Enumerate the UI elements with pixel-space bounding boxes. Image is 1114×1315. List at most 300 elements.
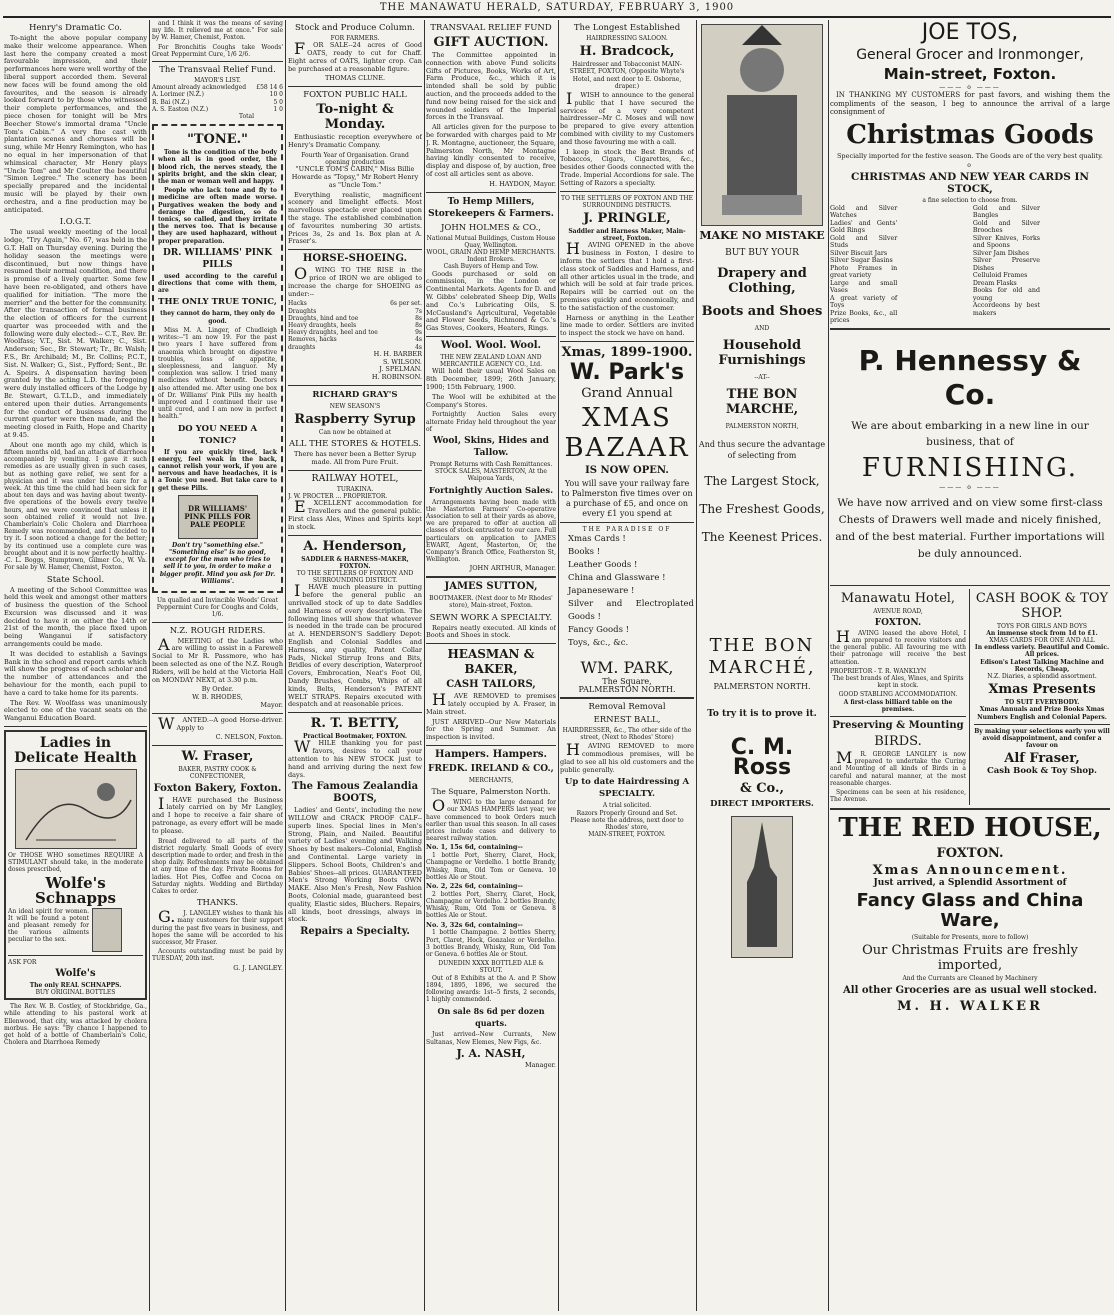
list-item: Ladies' and Gents' Gold Rings xyxy=(830,219,898,234)
subhead: WOOL, GRAIN AND HEMP MERCHANTS. xyxy=(426,248,556,256)
list-item: Leather Goods ! xyxy=(568,560,638,571)
column-rule xyxy=(696,20,697,1311)
signature: S. WILSON. xyxy=(382,357,422,366)
subhead: In endless variety. Beautiful and Comic. All prices. xyxy=(974,644,1110,659)
list-item: Silver Jam Dishes xyxy=(972,249,1030,257)
list-item: Silver Sugar Basins xyxy=(830,257,893,264)
article-paragraph: The usual weekly meeting of the local lodge, "Try Again," No. 67, was held in the G.T. Hall on Thursday evening. During the holiday season the meetings were discontinued, but now things have resumed their normal condition, and there is promise of a lively quarter. Some few have been re-obligated, and others have qualified for initiation. "The more the merrier" and the better for the community. After the transaction of formal business the election of officers for the current quarter was proceeded with and the following were duly elected:-- C.T., Rev. Br. Woolfass; V.T., Sist. M. Walker; C., Sist. Anderson; Sec., Br. Stewart; Tr., Br. Walsh; F.S., Br. Archibald; M., Br. Collins; P.C.T., Sist. N. Walker; G., Sist., Fyfford; Sent., Br. A. Speirs. A dispensation having been granted by the acting L.D. the foregoing were duly installed officers of the Lodge by Br. Stewart, G.T.L.D., and immediately entered upon their duties. Arrangements for the conduct of business during the current quarter were then made, and the meeting closed in Faith, Hope and Charity at 9.45. xyxy=(4,228,147,440)
signature: By Order. xyxy=(201,685,234,694)
pink-pills-advert xyxy=(152,124,283,593)
article-paragraph: Ladies' and Gents', including the new WILLOW and CRACK PROOF CALF--superb lines. Special lines in Men's Strong, Plain, and Nailed. Beautiful variety of Ladies' evening and Walking Shoes by best makers--Colonial, English and Continental. Large variety in Slippers. School Boots, Children's and Babies' Shoes--all prices. GUARANTEED Men's Strong Working Boots OWN MAKE. Also Men's Fresh, New Fashion Boots, Colonial made, guaranteed best quality, Elastic sides, Bluchers. Repairs, all kinds, boot dressings, always in stock. xyxy=(288,806,422,924)
ad-wool-heading: Wool. Wool. Wool. xyxy=(440,339,542,351)
table-row: Heavy draughts, heel and toe 9s xyxy=(288,329,422,337)
divider xyxy=(426,336,556,337)
subhead: Prompt Returns with Cash Remittances. xyxy=(429,460,553,468)
divider xyxy=(288,535,422,536)
subhead: BAKER, PASTRY COOK & CONFECTIONER, xyxy=(178,766,257,781)
ad-presents: Xmas Presents xyxy=(988,682,1096,698)
subhead: SEWN WORK A SPECIALTY. xyxy=(429,612,553,623)
list-item: Celluloid Frames xyxy=(972,272,1028,279)
subhead: The Square, Palmerston North. xyxy=(431,787,551,797)
article-paragraph: All articles given for the purpose to be forwarded with charges paid to Mr J. R. Montagne, auctioneer, the Square, Palmerston North, Mr Montagne having kindly consented to receive, display and dispose of, by auction, free of cost all articles sent as above. xyxy=(426,123,556,178)
article-paragraph: IN THANKING MY CUSTOMERS for past favors, and wishing them the compliments of the season, I beg to announce the arrival of a large consignment of xyxy=(830,91,1110,116)
list-item: China and Glassware ! xyxy=(568,573,666,584)
headline-rough-riders: N.Z. ROUGH RIDERS. xyxy=(169,625,266,636)
paradise-list xyxy=(560,533,694,650)
article-paragraph: AMEETING of the Ladies who are willing to assist in a Farewell Social to Mr R. Passmore, who has been selected as one of the N.Z. Rough Riders, will be held at the Victoria Hall on MONDAY NEXT, at 3.30 p.m. xyxy=(152,634,283,684)
signature: H. ROBINSON. xyxy=(371,373,422,382)
divider xyxy=(288,712,422,713)
subhead: ALL THE STORES & HOTELS. xyxy=(288,439,422,450)
article-paragraph: Harness or anything in the Leather line made to order. Settlers are invited to inspect the stock we have on hand. xyxy=(560,313,694,338)
table-row: R. Bai (N.Z.) 5 0 xyxy=(152,98,283,106)
ad-joe-tos: JOE TOS, xyxy=(921,20,1019,45)
article-paragraph: Goods purchased or sold on commission, in the London or Continental Markets. Agents for D. and W. Gibbs' celebrated Sheep Dip, Wells and Co.'s Lubricating Oils, S. McCausland's Agricultural, Vegetable and Flower Seeds, Richmond & Co.'s Gas Stoves, Cookers, Heaters, Rings. xyxy=(426,269,556,333)
list-item: Silver Knives, Forks and Spoons xyxy=(972,234,1041,249)
list-item: Dream Flasks xyxy=(972,279,1017,287)
table-row: Amount already acknowledged £58 14 6 xyxy=(152,84,283,92)
hamper-option: No. 1, 15s 6d, containing-- xyxy=(426,843,523,852)
subhead: PALMERSTON NORTH, xyxy=(725,423,799,431)
ad-wpark: W. Park's xyxy=(569,359,685,385)
subhead: CASH TAILORS, xyxy=(446,679,536,691)
wolfe-advert xyxy=(4,730,147,1000)
signature: JOHN ARTHUR, Manager. xyxy=(469,564,556,573)
list-item: Photo Frames in great variety xyxy=(830,264,898,279)
subhead: Saddler and Harness Maker, Main-street, Foxton. xyxy=(568,227,686,243)
article-paragraph: HAVING leased the above Hotel, I am prepared to receive visitors and the general public. All favouring me with their patronage will receive the best attention. xyxy=(830,626,966,666)
article-paragraph: The Rev. W. B. Costley, of Stockbridge, Ga., while attending to his pastoral work at Ellenwood, that city, was attacked by cholera morbus. He says: "By chance I happened to get hold of a bottle of Chamberlain's Colic, Cholera and Diarrhoea Remedy xyxy=(4,1003,147,1047)
ad-heasman-heading: HEASMAN & BAKER, xyxy=(447,647,535,677)
subhead: MAYOR'S LIST. xyxy=(194,77,241,85)
article-paragraph: MR. GEORGE LANGLEY is now prepared to undertake the Curing and Mounting of all kinds of Birds in a careful and natural manner, at the most reasonable charges. xyxy=(830,747,966,787)
list-item: Fancy Goods ! xyxy=(568,625,630,636)
article-paragraph: The Wool will be exhibited at the Company's Stores. xyxy=(426,392,556,409)
subhead: & Co., xyxy=(739,781,785,797)
ad-alf: Alf Fraser, xyxy=(1004,751,1080,767)
ad-fancy-glass: Fancy Glass and China Ware, xyxy=(856,890,1084,932)
subhead: TOYS FOR GIRLS AND BOYS xyxy=(997,622,1087,630)
subhead: Indent Brokers. xyxy=(467,256,515,264)
subhead: DUNEDIN XXXX BOTTLED ALE & STOUT. xyxy=(438,960,544,975)
headline-longest: The Longest Established xyxy=(573,23,681,33)
signature: W. B. RHODES, xyxy=(192,693,243,702)
divider xyxy=(152,622,283,623)
hamper-items: 1 bottle Port, Sherry, Claret, Hock, Champagne or Verdelho. 1 bottle Brandy, Whisky, Rum, Old Tom or Geneva. 10 bottles Ale or Stout. xyxy=(426,852,556,881)
divider xyxy=(288,249,422,250)
ad-household: Household Furnishings xyxy=(718,338,806,369)
ad-boots: Boots and Shoes xyxy=(701,304,823,319)
subhead: And the Currants are Cleaned by Machinery xyxy=(902,975,1038,983)
headline-iogt: I.O.G.T. xyxy=(59,217,92,228)
divider xyxy=(560,522,694,523)
article-paragraph: The best brands of Ales, Wines, and Spirits kept in stock. xyxy=(832,674,964,690)
ad-drapery: Drapery and Clothing, xyxy=(717,266,807,296)
ad-need-tonic: DO YOU NEED A TONIC? xyxy=(177,423,258,446)
subhead: Cash Buyers of Hemp and Tow. xyxy=(443,263,539,271)
subhead: A first-class billiard table on the premises. xyxy=(843,698,953,713)
subhead: Edison's Latest Talking Machine and Records, Cheap, xyxy=(980,658,1104,673)
list-item: Books for old and young xyxy=(972,287,1041,302)
signature: H. HAYDON, Mayor. xyxy=(489,179,556,188)
column-rule xyxy=(828,20,829,1311)
article-paragraph: Specimens can be seen at his residence, The Avenue. xyxy=(830,788,966,804)
article-paragraph: And thus secure the advantage of selecting from xyxy=(698,439,826,460)
ad-railway-heading: RAILWAY HOTEL, xyxy=(311,472,399,484)
subhead: (Suitable for Presents, more to follow) xyxy=(911,934,1029,942)
subhead: AND xyxy=(754,325,770,332)
ad-ireland: FREDK. IRELAND & CO., xyxy=(428,763,554,774)
subhead: TO THE SETTLERS OF FOXTON AND SURROUNDING DISTRICT. xyxy=(296,569,414,585)
hotel-column xyxy=(830,589,970,806)
subhead: Practical Bootmaker, FOXTON. xyxy=(302,733,408,741)
list-item: The Freshest Goods, xyxy=(699,501,825,516)
column-rule xyxy=(558,20,559,1311)
ad-bon-marche: THE BON MARCHE, xyxy=(725,387,799,418)
hamper-items: 1 bottle Champagne. 2 bottles Sherry, Port, Claret, Hock, Gonzalez or Verdelho. 3 bottles Brandy, Whisky, Rum, Old Tom or Geneva. 6 bottles Ale or Stout. xyxy=(426,929,556,958)
headline-removal: Removal Removal xyxy=(588,701,666,712)
article-paragraph: We have now arrived and on view some first-class Chests of Drawers well made and nicely finished, and of the best material. Further importations will be duly announced. xyxy=(835,496,1105,560)
divider xyxy=(288,86,422,87)
ad-tone-heading: "TONE." xyxy=(187,132,248,148)
masthead-rule xyxy=(3,16,1111,18)
article-paragraph: The Rev. W. Woolfass was unanimously elected to one of the vacant seats on the Wanganui Education Board. xyxy=(4,698,147,723)
ad-red-house: THE RED HOUSE, xyxy=(838,813,1102,844)
masthead: THE MANAWATU HERALD, SATURDAY, FEBRUARY 3, 1900 xyxy=(379,2,735,13)
divider xyxy=(830,585,1110,586)
subhead: TO THE SETTLERS OF FOXTON AND THE SURROUNDING DISTRICTS. xyxy=(560,194,694,209)
article-paragraph: EXCELLENT accommodation for Travellers and the general public. First class Ales, Wines and Spirits kept in stock. xyxy=(288,497,422,531)
article-paragraph: "UNCLE TOM'S CABIN," Miss Billie Howarde as "Topsy," Mr Robert Henry as "Uncle Tom." xyxy=(291,165,419,189)
ad-walker: M. H. WALKER xyxy=(897,998,1043,1014)
ad-hampers: Hampers. Hampers. xyxy=(435,748,547,760)
article-paragraph: Xmas Annuals and Prize Books Xmas Numbers English and Colonial Papers. xyxy=(977,706,1107,721)
article-paragraph: By making your selections early you will avoid disappointment, and confer a favour on xyxy=(974,727,1110,750)
divider xyxy=(560,341,694,342)
table-row: Draughts 7s xyxy=(288,307,422,315)
ad-text: If you are quickly tired, lack energy, feel weak in the back, cannot relish your work, if you are nervous and have headaches, it is a Tonic you need. But take care to get these Pills. xyxy=(158,448,277,492)
ad-skins: Wool, Skins, Hides and Tallow. xyxy=(433,435,549,458)
subhead: FOR FARMERS. xyxy=(330,35,380,42)
ad-ladies-heading: Ladies in Delicate Health xyxy=(14,735,137,767)
article-paragraph: OWING to the large demand for our XMAS HAMPERS last year, we have commenced to book Orders much earlier than usual this season. In all cases prices include cases and delivery to nearest railway station. xyxy=(426,796,556,843)
subhead: XMAS CARDS FOR ONE AND ALL xyxy=(989,636,1095,644)
ad-repairs: Repairs a Specialty. xyxy=(300,926,410,938)
signature: C. NELSON, Foxton. xyxy=(215,733,283,742)
column-rule xyxy=(285,20,286,1311)
ad-text: they cannot do harm, they only do good. xyxy=(160,310,275,325)
goods-list-left xyxy=(830,205,967,325)
divider: ——— o ——— xyxy=(939,483,1001,491)
article-paragraph: Repairs neatly executed. All kinds of Boots and Shoes in stock. xyxy=(426,623,556,640)
article-paragraph: To-night the above popular company make their welcome appearance. When last here the company created a most favourable impression, and their performances here were well worthy of the liberal support accorded them. Several new faces will be found among the old favourites, and the season is already looked forward to by those who witnessed their complete performances, and the piece chosen for tonight will be Mrs Beecher Stowe's immortal drama "Uncle Tom's Cabin." A very fine cast with plantation scenes and choruses will be sung, while Mr Henry Remington, who has no equal in her impersonation of that whimsical character, Mr Henry plays "Uncle Tom" and Mr Coulter the beautiful "Simon Legree." The scenery has been specially prepared and the incidental music will be played by their own orchestra, and a fine production may be anticipated. xyxy=(4,34,147,214)
headline-transvaal: TRANSVAAL RELIEF FUND xyxy=(430,23,552,33)
subhead: SADDLER & HARNESS-MAKER, FOXTON. xyxy=(301,555,409,570)
list-item: Silver and Electroplated Goods ! xyxy=(568,599,694,623)
ad-nash: J. A. NASH, xyxy=(456,1046,526,1060)
pointing-hand-illustration xyxy=(731,816,793,958)
ad-preserving: Preserving & Mounting xyxy=(832,719,964,731)
headline-stock-produce: Stock and Produce Column. xyxy=(294,23,415,33)
article-paragraph: IHAVE purchased the Business lately carried on by Mr Langley, and I hope to receive a fair share of patronage, as every effort will be made to please. xyxy=(152,793,283,835)
ad-onsale: On sale 8s 6d per dozen quarts. xyxy=(437,1006,545,1029)
article-paragraph: Specially imported for the festive season. The Goods are of the very best quality. xyxy=(836,151,1103,160)
list-item: Japaneseware ! xyxy=(568,586,635,597)
divider xyxy=(426,192,556,193)
ad-only: The only REAL SCHNAPPS. xyxy=(29,981,122,989)
divider xyxy=(560,697,694,699)
subhead: Main-street, Foxton. xyxy=(883,65,1057,83)
divider xyxy=(830,328,1110,330)
divider xyxy=(426,643,556,644)
subhead: Razors Properly Ground and Set. xyxy=(576,809,678,817)
subhead: Please note the address, next door to Rhodes' store, xyxy=(570,816,684,831)
article-paragraph: HAVING REMOVED to more commodious premises, will be glad to see all his old customers and the public generally. xyxy=(560,740,694,774)
hamper-items: 2 bottles Port, Sherry, Claret, Hock, Champagne or Verdelho. 2 bottles Brandy, Whisky, Rum, Old Tom or Geneva. 8 bottles Ale or Stout. xyxy=(426,890,556,920)
ad-bon: THE BON xyxy=(709,634,815,656)
subhead: THE PARADISE OF xyxy=(582,525,672,533)
santa-illustration xyxy=(701,24,823,226)
subhead: National Mutual Buildings, Custom House Quay, Wellington. xyxy=(426,234,556,249)
column-2 xyxy=(152,20,283,1313)
divider xyxy=(426,576,556,578)
divider xyxy=(830,808,1110,810)
article-paragraph: Hairdresser and Tobacconist MAIN-STREET, FOXTON, (Opposite Whyte's Hotel, and next door to E. Osborne, draper.) xyxy=(569,61,685,90)
list-item: Gold and Silver Watches xyxy=(830,204,898,219)
subhead: AVENUE ROAD, xyxy=(873,607,923,615)
article-paragraph: OWING TO THE RISE in the price of IRON we are obliged to increase the charge for SHOEING as under:-- xyxy=(288,264,422,298)
subhead: a fine selection to choose from. xyxy=(922,197,1018,205)
subscription-table xyxy=(152,84,283,120)
ad-xmas: XMAS xyxy=(582,402,672,433)
article-paragraph: About one month ago my child, which is fifteen months old, had an attack of diarrhoea accompanied by vomiting. I gave it such remedies as are usually given in such cases, but as nothing gave relief, we sent for a physician and it was under his care for a week. At this time the child had been sick for about ten days and was having about twenty-five operations of the bowels every twelve hours, and we were convinced that unless it soon obtained relief it would not live. Chamberlain's Colic Cholera and Diarrhoea Remedy was recommended, and I decided to try it. I soon noticed a change for the better; by its continued use a complete cure was brought about and it is now perfectly healthy.--C. L. Boggs, Stumptown, Gilmer Co., W. Va. For sale by W. Hamer, Chemist, Foxton. xyxy=(4,441,147,572)
lady-illustration xyxy=(15,769,137,849)
subhead: BIRDS. xyxy=(874,733,922,749)
list-item: Gold and Silver Studs xyxy=(830,234,898,249)
ad-open: IS NOW OPEN. xyxy=(585,464,669,476)
hamper-option: No. 2, 22s 6d, containing-- xyxy=(426,881,523,890)
article-paragraph: You will save your railway fare to Palmerston five times over on a purchase of £5, and once on every £1 you spend at xyxy=(561,478,693,518)
list-item: Gold and Silver Brooches xyxy=(972,219,1041,234)
headline-public-hall: FOXTON PUBLIC HALL xyxy=(303,90,407,101)
ad-bakery-heading: Foxton Bakery, Foxton. xyxy=(153,782,282,794)
article-paragraph: Will hold their usual Wool Sales on 8th December, 1899; 26th January, 1900; 15th February, 1900. xyxy=(426,367,556,391)
column-rule xyxy=(149,20,150,1311)
article-paragraph: It was decided to establish a Savings Bank in the school and report cards which will show the progress of each scholar and the number of attendances and the behaviour for the month, each pupil to have a card to take home for its parents. xyxy=(4,649,147,697)
ad-cashbook: CASH BOOK & TOY SHOP. xyxy=(975,590,1109,621)
headline-cards: CHRISTMAS AND NEW YEAR CARDS IN STOCK, xyxy=(851,171,1089,196)
ad-try: To try it is to prove it. xyxy=(707,709,817,720)
divider xyxy=(288,470,422,471)
ad-text: Don't try "something else." "Something else" is no good, except for the man who tries to sell it to you, in order to make a bigger profit. Mind you ask for Dr. Williams'. xyxy=(159,541,276,585)
table-row: Total xyxy=(238,113,255,121)
ad-bradcock: H. Bradcock, xyxy=(579,44,675,60)
ad-text: People who lack tone and fly to medicine are often made worse. Purgatives weaken the body and derange the digestion, so do tonics, so called, and they irritate the nerves too. That is because they are used haphazard, without proper preparation. xyxy=(158,187,277,245)
subhead: TURAKINA. xyxy=(336,485,374,493)
ad-fraser-heading: W. Fraser, xyxy=(181,749,254,765)
ad-mistake: MAKE NO MISTAKE xyxy=(699,229,825,242)
ad-wolfe-small: Wolfe's xyxy=(55,967,96,979)
headline-horse-shoeing: HORSE-SHOEING. xyxy=(302,253,408,265)
subhead: DIRECT IMPORTERS. xyxy=(710,799,814,810)
ad-tonic-heading: THE ONLY TRUE TONIC, xyxy=(158,297,277,308)
subhead: N.Z. Diaries, a splendid assortment. xyxy=(987,672,1097,680)
article-paragraph: FOR SALE--24 acres of Good OATS, ready to cut for Chaff. Eight acres of OATS, lighter crop. Can be purchased at a reasonable figure. xyxy=(288,39,422,73)
ad-pringle: J. PRINGLE, xyxy=(583,210,671,226)
article-paragraph: Fortnightly Auction Sales every alternate Friday held throughout the year of xyxy=(426,411,556,433)
list-item: Silver Preserve Dishes xyxy=(972,257,1041,272)
headline-thanks: THANKS. xyxy=(196,898,239,909)
ad-xmas-year: Xmas, 1899-1900. xyxy=(561,344,693,360)
subhead: MERCHANTS, xyxy=(468,776,514,784)
ad-tonight: To-night & Monday. xyxy=(316,102,394,133)
article-paragraph: IWISH to announce to the general public that I have secured the services of a very competent hairdresser--Mr C. Moses and will now be prepared to give every attention combined with civility to my Customers and those favouring me with a call. xyxy=(560,89,694,146)
divider xyxy=(560,191,694,192)
signature: J. SPELMAN. xyxy=(379,365,422,374)
article-paragraph: G.J. LANGLEY wishes to thank his many customers for their support during the past five years in business, and hopes the same will be accorded to his successor, Mr Fraser. xyxy=(152,907,283,946)
subhead: --AT-- xyxy=(754,374,770,382)
article-paragraph: Enthusiastic reception everywhere of Henry's Dramatic Company. xyxy=(288,133,422,149)
list-item: Xmas Cards ! xyxy=(568,534,626,545)
ad-ask: ASK FOR xyxy=(8,958,37,966)
column-5 xyxy=(560,20,694,1313)
subhead: Can now be obtained at xyxy=(318,429,392,437)
divider xyxy=(426,745,556,746)
article-paragraph: There has never been a Better Syrup made. All from Pure Fruit. xyxy=(293,450,417,467)
signature: H. H. BARBER xyxy=(373,349,422,358)
subhead: FOXTON. xyxy=(936,846,1004,862)
table-row: A. S. Easton (N.Z.) 1 0 xyxy=(152,105,283,113)
table-row: draughts 4s xyxy=(288,343,422,351)
goods-list-right xyxy=(973,205,1110,325)
headline-dramatic: Henry's Dramatic Co. xyxy=(28,23,123,33)
ad-bazaar: BAZAAR xyxy=(564,432,690,463)
ad-wmpark: WM. PARK, xyxy=(580,658,674,678)
price-table xyxy=(288,300,422,350)
divider xyxy=(974,724,1110,725)
subhead: PALMERSTON NORTH. xyxy=(578,684,676,694)
column-1 xyxy=(4,20,147,1313)
column-4 xyxy=(426,20,556,1313)
column-3 xyxy=(288,20,422,1313)
divider: o xyxy=(967,162,973,170)
subhead: Fourth Year of Organisation. Grand opening production xyxy=(301,151,409,166)
ad-marche: MARCHÉ, xyxy=(708,656,816,678)
bottom-row xyxy=(830,589,1110,806)
subhead: An immense stock from 1d to £1. xyxy=(986,629,1098,637)
divider: ——— o ——— xyxy=(939,84,1001,91)
ad-buy: BUY ORIGINAL BOTTLES xyxy=(35,989,116,997)
table-row: Removes, hacks 4s xyxy=(288,336,422,344)
table-row: Heavy draughts, heels 8s xyxy=(288,321,422,329)
signature: THOMAS CLUNE. xyxy=(324,74,386,83)
article-paragraph: Everything realistic, magnificent scenery and limelight effects. Most marvellous spectacle ever placed upon the stage. The established combination of favourites numbering 30 artists. Prices 3s, 2s and 1s. Box plan at A. Fraser's. xyxy=(288,190,422,246)
article-paragraph: WANTED.--A good Horse-driver. Apply to xyxy=(158,713,283,733)
subhead: Just arrived, a Splendid Assortment of xyxy=(873,878,1067,889)
ad-text: used according to the careful directions that come with them, are xyxy=(158,272,277,295)
ad-fortnightly: Fortnightly Auction Sales. xyxy=(428,485,554,496)
list-item: A great variety of Toys xyxy=(830,294,898,309)
ad-gray-heading: RICHARD GRAY'S xyxy=(312,389,398,400)
article-paragraph: HAIRDRESSER, &c., The other side of the street, (Next to Rhodes' Store) xyxy=(562,726,692,741)
ad-xmas-announcement: Xmas Announcement. xyxy=(872,863,1068,879)
subhead: HAIRDRESSING SALOON. xyxy=(586,35,668,42)
subhead: BUT BUY YOUR xyxy=(725,248,799,258)
subhead: STOCK SALES, MASTERTON, At the Waipoua Yards, xyxy=(435,468,547,483)
ad-wolfe-heading: Wolfe's Schnapps xyxy=(35,873,116,907)
list-item: Toys, &c., &c. xyxy=(568,638,629,649)
shop-column xyxy=(974,589,1110,806)
column-6 xyxy=(698,20,826,1313)
divider xyxy=(288,385,422,386)
ad-text: Tone is the condition of the body when all is in good order, the blood rich, the nerves steady, the spirits bright, and the skin clear, the man or woman well and happy. xyxy=(158,149,277,186)
article-paragraph: I keep in stock the Best Brands of Tobaccos, Cigars, Cigarettes, &c., besides other Goods connected with the Trade. Imperial Accordions for sale. The Setting of Razors a specialty. xyxy=(560,147,694,187)
divider xyxy=(830,716,966,717)
list-item: Gold and Silver Bangles xyxy=(972,204,1041,219)
pill-box-illustration: DR WILLIAMS' PINK PILLS FOR PALE PEOPLE xyxy=(178,495,258,539)
article-paragraph: Just arrived--New Currants, New Sultanas, New Elemes, New Figs, &c. xyxy=(426,1031,556,1046)
subhead: MAIN-STREET, FOXTON. xyxy=(588,831,666,839)
article-paragraph: Out of 8 Exhibits at the A. and P. Show 1894, 1895, 1896, we secured the following awards: 1st--5 firsts, 2 seconds, 1 highly commended. xyxy=(426,974,556,1004)
ad-raspberry: Raspberry Syrup xyxy=(294,412,416,428)
headline-state-school: State School. xyxy=(46,574,105,585)
ad-furnishing: FURNISHING. xyxy=(861,452,1079,483)
ad-text: An ideal spirit for women. It will be found a potent and pleasant remedy for the various ailments peculiar to the sex. xyxy=(8,907,89,944)
article-paragraph: HAVE REMOVED to premises lately occupied by A. Fraser, in Main street. xyxy=(426,690,556,716)
ad-all-other: All other Groceries are as usual well stocked. xyxy=(843,984,1097,996)
table-row: Draughts, hind and toe 8s xyxy=(288,314,422,322)
article-paragraph: HAVING OPENED in the above business in Foxton, I desire to inform the settlers that I hold a first-class stock of Saddles and Harness, and all other articles usual in the trade, and which will be sold at fair trade prices. Repairs will be carried out on the premises quickly and economically, and to the satisfaction of the customer. xyxy=(560,239,694,312)
subhead: TO SUIT EVERYBODY. xyxy=(1004,699,1080,707)
subhead: BOOTMAKER. (Next door to Mr Rhodes' store), Main-street, Foxton. xyxy=(429,595,553,610)
ad-text: Miss M. A. Linger, of Chudleigh writes:--"I am now 19. For the past two years I have suffered from anaemia which brought on digestive troubles, loss of appetite, sleeplessness, and languor. My complexion was sallow. I tried many medicines without benefit. Doctors also attended me. After using one box of Dr. Williams' Pink Pills my health improved and I continued their use until cured, and I am now in perfect health." xyxy=(158,326,277,421)
column-rule xyxy=(424,20,425,1311)
goods-list xyxy=(830,205,1110,325)
subhead: PALMERSTON NORTH. xyxy=(713,681,811,691)
signature: G. J. LANGLEY. xyxy=(233,963,283,972)
divider xyxy=(8,955,143,956)
ad-ball: ERNEST BALL, xyxy=(593,714,661,725)
proprietor: PROPRIETOR - T. R. WANKLYN xyxy=(830,667,927,675)
list-item: Large and small Vases xyxy=(830,279,898,294)
ad-holmes: JOHN HOLMES & CO., xyxy=(440,222,542,233)
ad-pills-heading: DR. WILLIAMS' PINK PILLS xyxy=(162,247,273,270)
article-paragraph: For Bronchitis Coughs take Woods' Great Peppermint Cure, 1/6 2/6. xyxy=(152,43,283,58)
ad-sutton-heading: JAMES SUTTON, xyxy=(444,581,538,593)
ad-text: Or THOSE WHO sometimes REQUIRE A STIMULANT should take, in the moderate doses prescribed, xyxy=(8,852,143,874)
subhead: Cash Book & Toy Shop. xyxy=(986,766,1097,777)
ad-christmas-goods: Christmas Goods xyxy=(846,119,1094,150)
ad-betty-heading: R. T. BETTY, xyxy=(310,716,400,732)
hamper-option: No. 3, 32s 6d, containing-- xyxy=(426,920,523,929)
article-paragraph: Accounts outstanding must be paid by TUESDAY, 20th inst. xyxy=(152,948,283,963)
ad-uptodate: Up to date Hairdressing A SPECIALTY. xyxy=(564,777,690,800)
subhead: The Square, xyxy=(602,677,652,687)
headline-relief-fund: The Transvaal Relief Fund. xyxy=(159,65,276,76)
ad-ross: C. M. Ross xyxy=(730,735,794,781)
signature: Manager. xyxy=(524,1060,556,1069)
column-7 xyxy=(830,20,1110,1313)
article-paragraph: WHILE thanking you for past favors, desires to call your attention to his NEW STOCK just to hand and arriving during the next few days. xyxy=(288,737,422,779)
list-item: Accordeons by best makers xyxy=(972,302,1041,317)
list-item: Books ! xyxy=(568,547,601,558)
bottle-illustration xyxy=(92,908,122,952)
proprietor: J. W. PROCTER ... PROPRIETOR. xyxy=(288,493,388,501)
table-row: Hacks 6s per set. xyxy=(288,300,422,308)
ad-zealandia: The Famous Zealandia BOOTS, xyxy=(291,781,419,805)
article-paragraph: A meeting of the School Committee was held this week and amongst other matters of business the question of the School Excursion was discussed and it was decided to have it on either the 14th or 21st of the month, the place fixed upon being Wanganui if satisfactory arrangements could be made. xyxy=(4,585,147,649)
ad-fruits: Our Christmas Fruits are freshly imported, xyxy=(862,943,1078,974)
